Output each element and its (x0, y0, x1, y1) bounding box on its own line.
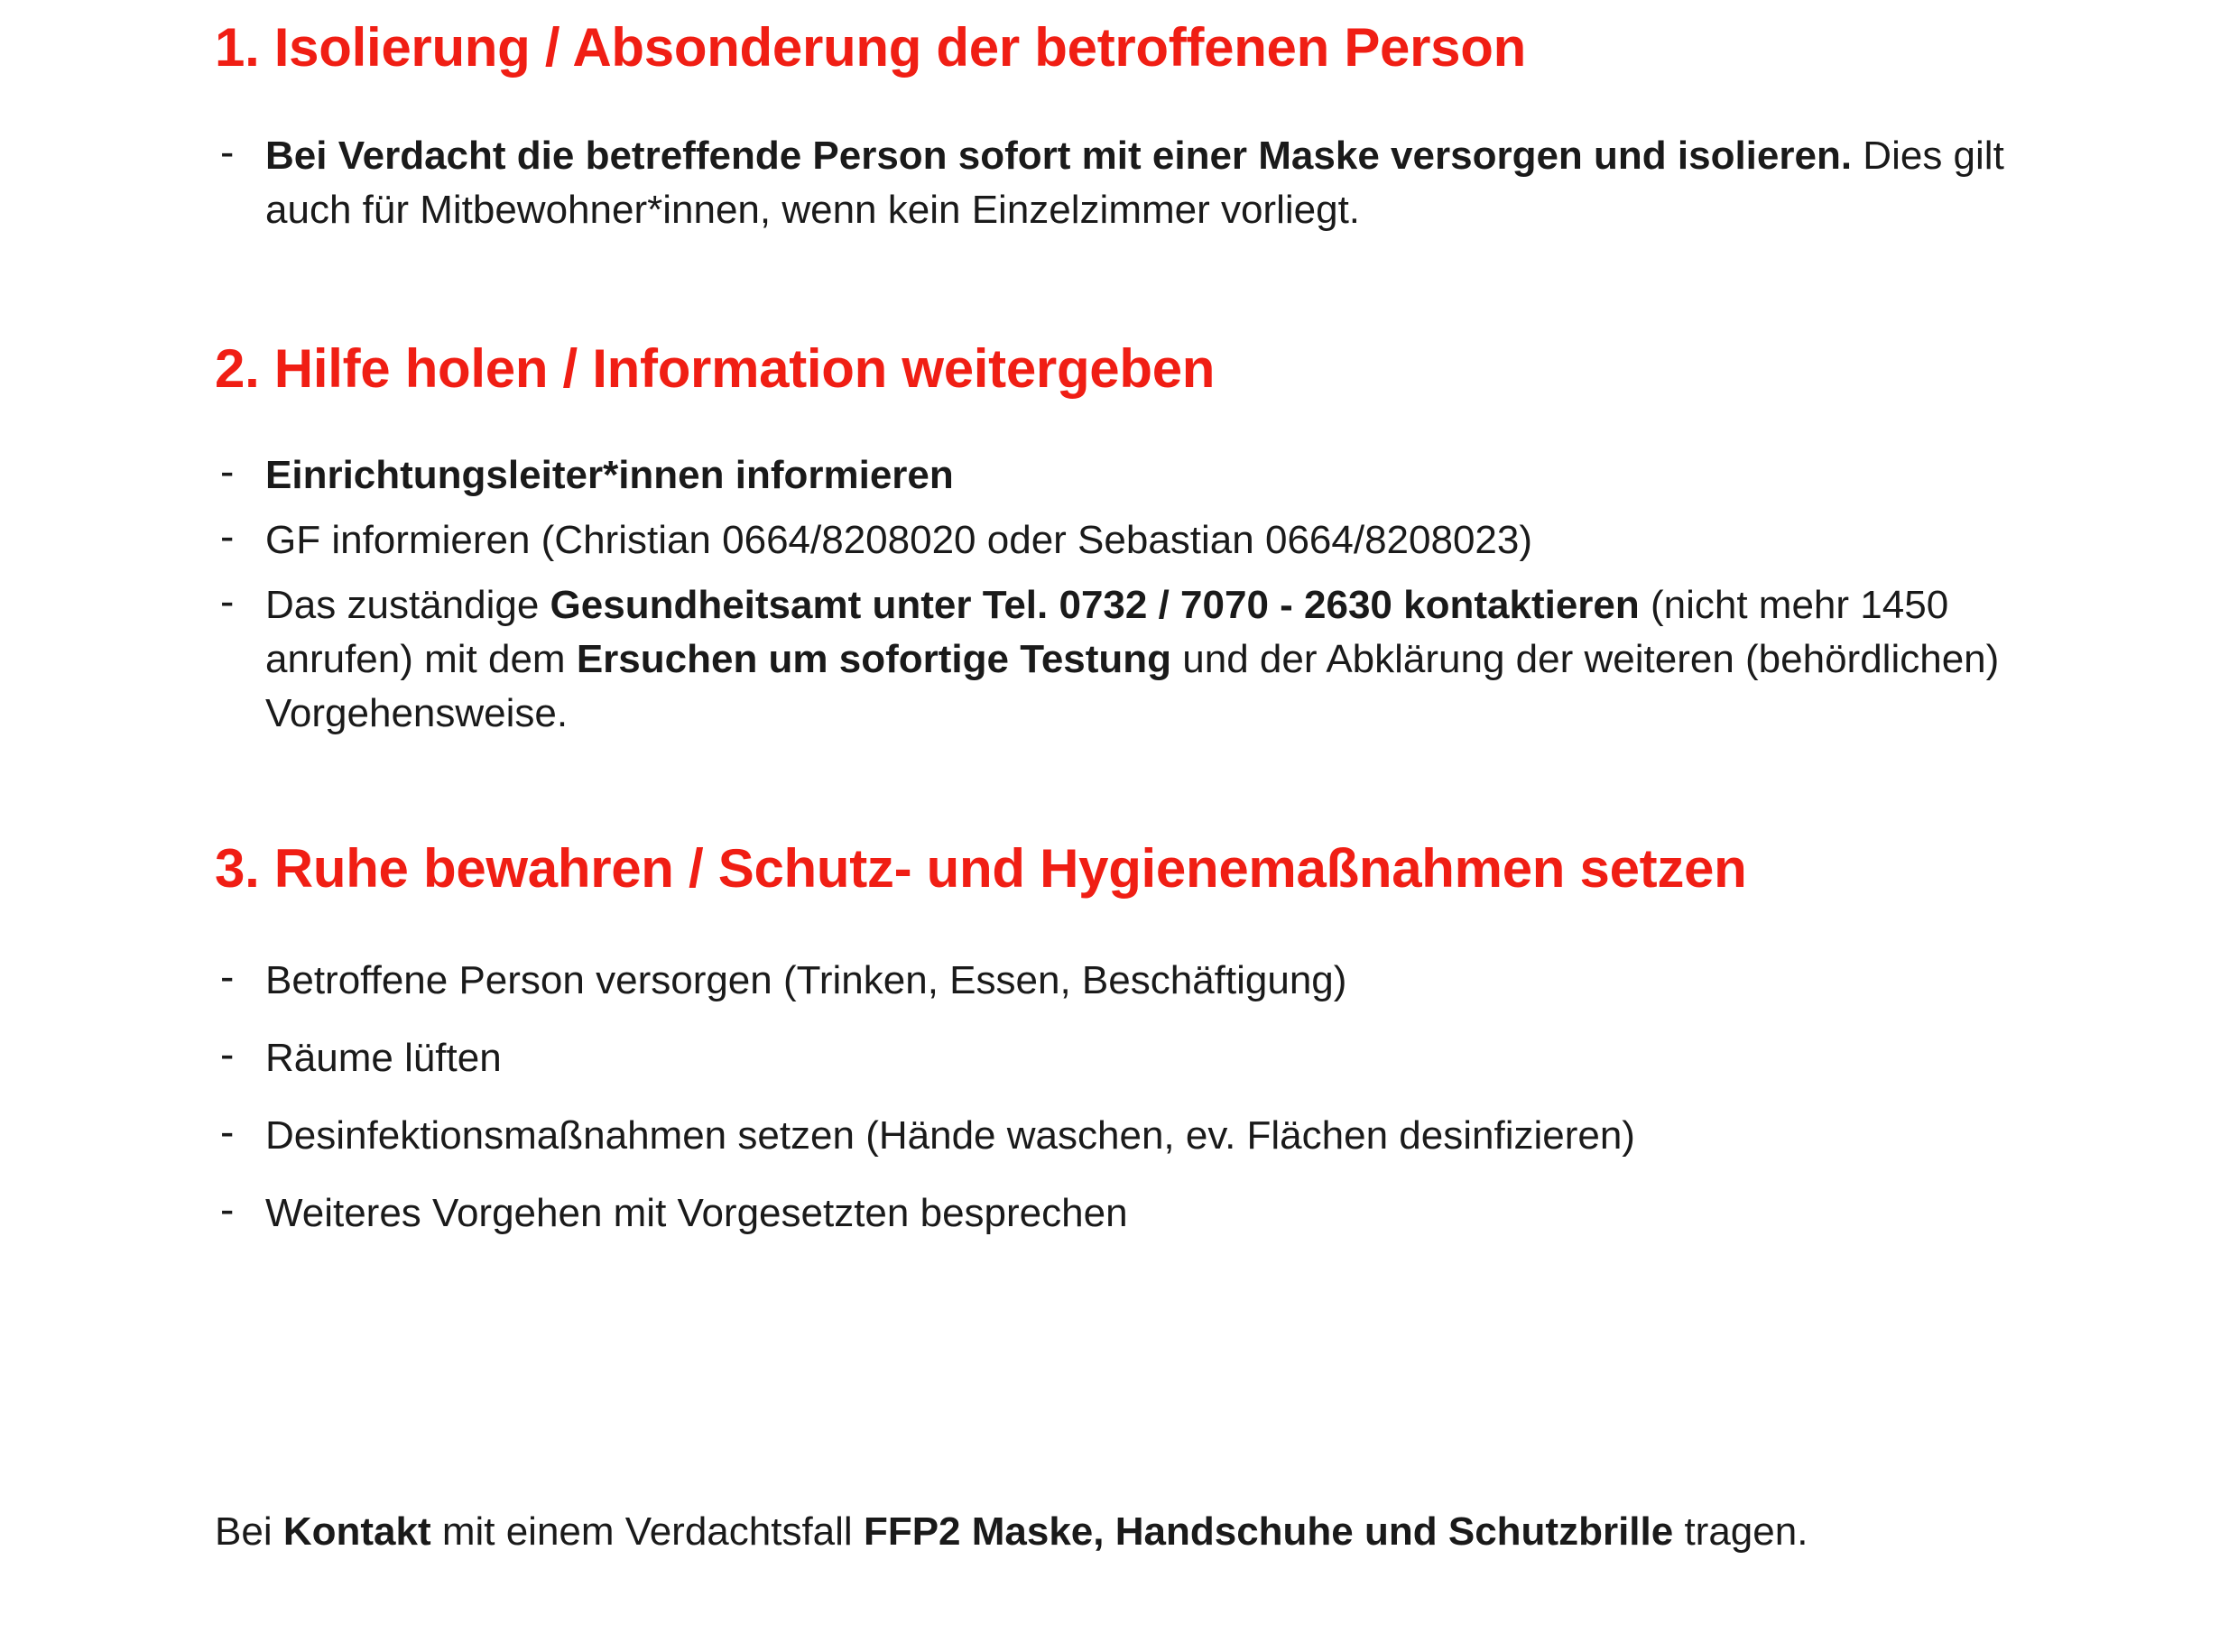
list-item-text: Desinfektionsmaßnahmen setzen (Hände waschen, ev. Flächen desinfizieren) (265, 1112, 1635, 1158)
section-hilfe-holen (215, 337, 2092, 740)
list-item (215, 513, 2092, 568)
bullet-dash-icon: - (220, 1107, 235, 1155)
footer-bold-kontakt: Kontakt (282, 1509, 431, 1554)
list-item-text: Dies gilt auch für Mitbewohner*innen, wenn kein Einzelzimmer vorliegt. (265, 133, 2004, 232)
bullet-list (215, 448, 2092, 740)
list-item (215, 129, 2092, 237)
list-item (215, 1186, 2092, 1241)
footer-bold-ppe: FFP2 Maske, Handschuhe und Schutzbrille (863, 1509, 1674, 1554)
footer-text: tragen. (1673, 1509, 1808, 1554)
list-item-text: Weiteres Vorgehen mit Vorgesetzten besprechen (265, 1190, 1128, 1235)
document-content (215, 16, 2092, 1264)
bullet-dash-icon: - (220, 127, 235, 175)
list-item-text: Räume lüften (265, 1036, 502, 1081)
bullet-list (215, 129, 2092, 237)
footer-text: Bei (215, 1509, 283, 1554)
list-item-bold-lead: Bei Verdacht die betreffende Person sofort mit einer Maske versorgen und isolieren. (265, 133, 1853, 178)
section-ruhe-bewahren (215, 837, 2092, 1240)
footer-text: mit einem Verdachtsfall (430, 1509, 864, 1554)
list-item-text: GF informieren (Christian 0664/8208020 oder Sebastian 0664/8208023) (265, 518, 1533, 563)
footer-note (215, 1505, 1965, 1559)
list-item (215, 954, 2092, 1008)
list-item (215, 448, 2092, 503)
list-item (215, 1031, 2092, 1085)
list-item-text: Betroffene Person versorgen (Trinken, Essen, Beschäftigung) (265, 958, 1347, 1003)
bullet-dash-icon: - (220, 1030, 235, 1078)
list-item (215, 1109, 2092, 1163)
list-item-text: Das zuständige Gesundheitsamt unter Tel. 0732 / 7070 - 2630 kontaktieren (nicht mehr 1450 anrufen) mit dem Ersuchen um sofortige Testung und der Abklärung der weiteren (behördlichen) Vorgehensweise. (265, 582, 2000, 735)
list-item (215, 578, 2092, 740)
bullet-dash-icon: - (220, 448, 235, 495)
bullet-dash-icon: - (220, 577, 235, 624)
section-title: 3. Ruhe bewahren / Schutz- und Hygienemaßnahmen setzen (215, 838, 1747, 900)
section-title: 1. Isolierung / Absonderung der betroffenen Person (215, 17, 1526, 78)
bullet-list (215, 954, 2092, 1240)
list-item-bold-lead: Einrichtungsleiter*innen informieren (265, 453, 954, 498)
section-title: 2. Hilfe holen / Information weitergeben (215, 338, 1216, 400)
bullet-dash-icon: - (220, 512, 235, 560)
bullet-dash-icon: - (220, 953, 235, 1001)
section-isolierung (215, 16, 2092, 236)
bullet-dash-icon: - (220, 1185, 235, 1232)
